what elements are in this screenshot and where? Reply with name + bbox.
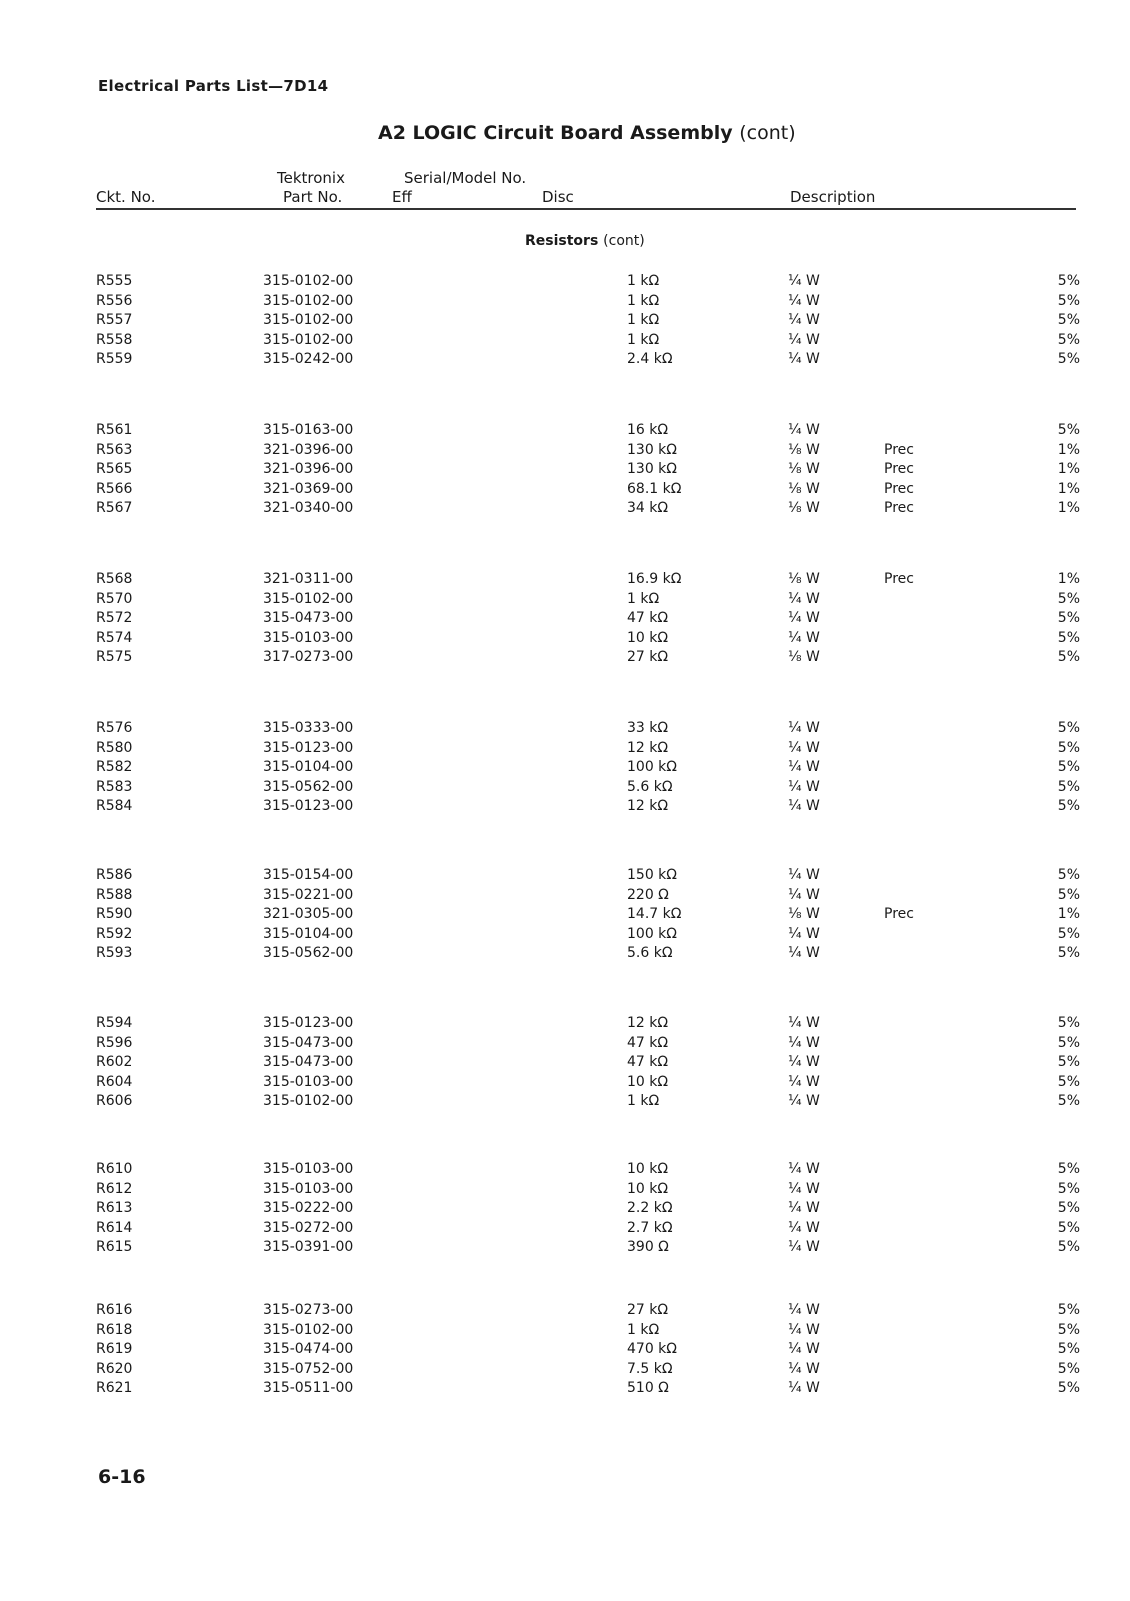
resistance-cell: 510 Ω	[627, 1380, 669, 1396]
tolerance-cell: 5%	[1057, 629, 1080, 646]
header-part-no: Part No.	[283, 188, 343, 206]
ckt-no-cell: R574	[96, 629, 133, 646]
wattage-cell: ¼ W	[788, 590, 820, 607]
wattage-cell: ¼ W	[788, 1219, 820, 1236]
resistance-cell: 47 kΩ	[627, 1034, 669, 1051]
wattage-cell: ¼ W	[788, 1341, 820, 1357]
part-no-cell: 315-0104-00	[263, 759, 354, 775]
resistance-cell: 1 kΩ	[627, 1321, 660, 1338]
part-no-cell: 321-0396-00	[263, 441, 354, 458]
ckt-no-cell: R584	[96, 798, 133, 814]
ckt-no-cell: R593	[96, 945, 133, 961]
part-no-cell: 315-0474-00	[263, 1341, 354, 1357]
header-ckt-no: Ckt. No.	[96, 188, 156, 206]
part-no-cell: 315-0123-00	[263, 1015, 354, 1031]
part-no-cell: 321-0369-00	[263, 480, 354, 497]
ckt-no-cell: R565	[96, 461, 133, 477]
part-no-cell: 321-0305-00	[263, 906, 354, 922]
tolerance-cell: 5%	[1057, 886, 1080, 903]
tolerance-cell: 5%	[1057, 778, 1080, 795]
precision-cell: Prec	[884, 441, 914, 458]
ckt-no-cell: R561	[96, 422, 133, 438]
ckt-no-cell: R620	[96, 1360, 133, 1377]
resistance-cell: 1 kΩ	[627, 273, 660, 289]
ckt-no-cell: R596	[96, 1034, 133, 1051]
part-no-cell: 315-0154-00	[263, 867, 354, 883]
resistance-cell: 100 kΩ	[627, 925, 677, 942]
part-no-cell: 315-0222-00	[263, 1200, 354, 1216]
tolerance-cell: 1%	[1057, 906, 1080, 922]
part-no-cell: 315-0242-00	[263, 351, 354, 367]
tolerance-cell: 5%	[1057, 798, 1080, 814]
part-no-cell: 315-0562-00	[263, 945, 354, 961]
resistance-cell: 68.1 kΩ	[627, 480, 682, 497]
tolerance-cell: 5%	[1057, 759, 1080, 775]
tolerance-cell: 5%	[1057, 351, 1080, 367]
header-tektronix: Tektronix	[277, 169, 345, 187]
ckt-no-cell: R621	[96, 1380, 133, 1396]
ckt-no-cell: R566	[96, 480, 133, 497]
resistance-cell: 12 kΩ	[627, 1015, 669, 1031]
resistance-cell: 150 kΩ	[627, 867, 677, 883]
wattage-cell: ¼ W	[788, 739, 820, 756]
part-no-cell: 315-0102-00	[263, 312, 354, 328]
ckt-no-cell: R556	[96, 292, 133, 309]
ckt-no-cell: R568	[96, 571, 133, 587]
section-title-suffix: (cont)	[739, 122, 796, 144]
resistance-cell: 16 kΩ	[627, 422, 669, 438]
wattage-cell: ¼ W	[788, 798, 820, 814]
wattage-cell: ⅛ W	[788, 500, 820, 516]
wattage-cell: ¼ W	[788, 1200, 820, 1216]
ckt-no-cell: R613	[96, 1200, 133, 1216]
wattage-cell: ¼ W	[788, 1054, 820, 1070]
ckt-no-cell: R602	[96, 1054, 133, 1070]
tolerance-cell: 5%	[1057, 1161, 1080, 1177]
ckt-no-cell: R558	[96, 331, 133, 348]
ckt-no-cell: R610	[96, 1161, 133, 1177]
tolerance-cell: 5%	[1057, 1360, 1080, 1377]
resistance-cell: 390 Ω	[627, 1239, 669, 1255]
resistance-cell: 470 kΩ	[627, 1341, 677, 1357]
ckt-no-cell: R614	[96, 1219, 133, 1236]
part-no-cell: 321-0396-00	[263, 461, 354, 477]
resistance-cell: 47 kΩ	[627, 1054, 669, 1070]
resistance-cell: 100 kΩ	[627, 759, 677, 775]
precision-cell: Prec	[884, 480, 914, 497]
wattage-cell: ⅛ W	[788, 571, 820, 587]
header-description: Description	[790, 188, 876, 206]
resistance-cell: 12 kΩ	[627, 798, 669, 814]
wattage-cell: ¼ W	[788, 351, 820, 367]
resistance-cell: 10 kΩ	[627, 1180, 669, 1197]
part-no-cell: 315-0103-00	[263, 1161, 354, 1177]
wattage-cell: ¼ W	[788, 1321, 820, 1338]
tolerance-cell: 5%	[1057, 1073, 1080, 1090]
header-serial-model: Serial/Model No.	[404, 169, 527, 187]
part-no-cell: 315-0562-00	[263, 778, 354, 795]
ckt-no-cell: R583	[96, 778, 133, 795]
section-title-text: A2 LOGIC Circuit Board Assembly	[378, 122, 733, 144]
tolerance-cell: 5%	[1057, 1093, 1080, 1109]
resistance-cell: 220 Ω	[627, 886, 669, 903]
header-eff: Eff	[392, 188, 412, 206]
part-no-cell: 315-0163-00	[263, 422, 354, 438]
tolerance-cell: 5%	[1057, 720, 1080, 736]
resistance-cell: 16.9 kΩ	[627, 571, 682, 587]
wattage-cell: ¼ W	[788, 1015, 820, 1031]
ckt-no-cell: R590	[96, 906, 133, 922]
tolerance-cell: 5%	[1057, 312, 1080, 328]
tolerance-cell: 5%	[1057, 1380, 1080, 1396]
part-no-cell: 315-0123-00	[263, 739, 354, 756]
tolerance-cell: 5%	[1057, 739, 1080, 756]
ckt-no-cell: R570	[96, 590, 133, 607]
precision-cell: Prec	[884, 500, 914, 516]
resistance-cell: 1 kΩ	[627, 1093, 660, 1109]
page-number: 6-16	[98, 1466, 146, 1488]
header-rule	[96, 208, 1076, 210]
ckt-no-cell: R606	[96, 1093, 133, 1109]
wattage-cell: ¼ W	[788, 945, 820, 961]
resistance-cell: 2.4 kΩ	[627, 351, 673, 367]
ckt-no-cell: R592	[96, 925, 133, 942]
ckt-no-cell: R563	[96, 441, 133, 458]
part-no-cell: 315-0102-00	[263, 1321, 354, 1338]
part-no-cell: 321-0340-00	[263, 500, 354, 516]
resistance-cell: 1 kΩ	[627, 312, 660, 328]
wattage-cell: ⅛ W	[788, 906, 820, 922]
tolerance-cell: 5%	[1057, 422, 1080, 438]
part-no-cell: 315-0273-00	[263, 1302, 354, 1318]
part-no-cell: 315-0104-00	[263, 925, 354, 942]
ckt-no-cell: R575	[96, 649, 133, 665]
tolerance-cell: 5%	[1057, 1054, 1080, 1070]
ckt-no-cell: R588	[96, 886, 133, 903]
subheading-label: Resistors	[525, 233, 599, 249]
resistance-cell: 1 kΩ	[627, 331, 660, 348]
wattage-cell: ¼ W	[788, 422, 820, 438]
part-no-cell: 315-0333-00	[263, 720, 354, 736]
wattage-cell: ⅛ W	[788, 649, 820, 665]
tolerance-cell: 5%	[1057, 590, 1080, 607]
tolerance-cell: 1%	[1057, 461, 1080, 477]
wattage-cell: ¼ W	[788, 1239, 820, 1255]
wattage-cell: ¼ W	[788, 1073, 820, 1090]
resistance-cell: 2.2 kΩ	[627, 1200, 673, 1216]
resistance-cell: 2.7 kΩ	[627, 1219, 673, 1236]
resistance-cell: 12 kΩ	[627, 739, 669, 756]
resistance-cell: 34 kΩ	[627, 500, 669, 516]
part-no-cell: 315-0102-00	[263, 590, 354, 607]
tolerance-cell: 1%	[1057, 441, 1080, 458]
part-no-cell: 321-0311-00	[263, 571, 354, 587]
ckt-no-cell: R567	[96, 500, 133, 516]
tolerance-cell: 5%	[1057, 867, 1080, 883]
ckt-no-cell: R582	[96, 759, 133, 775]
ckt-no-cell: R555	[96, 273, 133, 289]
tolerance-cell: 5%	[1057, 1239, 1080, 1255]
tolerance-cell: 5%	[1057, 1180, 1080, 1197]
ckt-no-cell: R604	[96, 1073, 133, 1090]
wattage-cell: ⅛ W	[788, 461, 820, 477]
wattage-cell: ¼ W	[788, 1180, 820, 1197]
precision-cell: Prec	[884, 461, 914, 477]
subheading	[525, 233, 645, 249]
part-no-cell: 315-0752-00	[263, 1360, 354, 1377]
tolerance-cell: 5%	[1057, 1219, 1080, 1236]
part-no-cell: 315-0473-00	[263, 610, 354, 626]
resistance-cell: 10 kΩ	[627, 1073, 669, 1090]
tolerance-cell: 5%	[1057, 1015, 1080, 1031]
tolerance-cell: 5%	[1057, 610, 1080, 626]
tolerance-cell: 5%	[1057, 1321, 1080, 1338]
part-no-cell: 315-0102-00	[263, 292, 354, 309]
wattage-cell: ¼ W	[788, 331, 820, 348]
wattage-cell: ¼ W	[788, 759, 820, 775]
precision-cell: Prec	[884, 571, 914, 587]
wattage-cell: ⅛ W	[788, 441, 820, 458]
resistance-cell: 5.6 kΩ	[627, 778, 673, 795]
tolerance-cell: 1%	[1057, 571, 1080, 587]
ckt-no-cell: R618	[96, 1321, 133, 1338]
wattage-cell: ¼ W	[788, 1302, 820, 1318]
tolerance-cell: 5%	[1057, 649, 1080, 665]
resistance-cell: 47 kΩ	[627, 610, 669, 626]
tolerance-cell: 5%	[1057, 331, 1080, 348]
part-no-cell: 315-0221-00	[263, 886, 354, 903]
ckt-no-cell: R576	[96, 720, 133, 736]
wattage-cell: ⅛ W	[788, 480, 820, 497]
resistance-cell: 1 kΩ	[627, 292, 660, 309]
ckt-no-cell: R580	[96, 739, 133, 756]
resistance-cell: 130 kΩ	[627, 461, 677, 477]
tolerance-cell: 5%	[1057, 945, 1080, 961]
wattage-cell: ¼ W	[788, 778, 820, 795]
tolerance-cell: 5%	[1057, 1341, 1080, 1357]
ckt-no-cell: R572	[96, 610, 133, 626]
running-head: Electrical Parts List—7D14	[98, 77, 329, 95]
wattage-cell: ¼ W	[788, 610, 820, 626]
resistance-cell: 27 kΩ	[627, 649, 669, 665]
precision-cell: Prec	[884, 906, 914, 922]
part-no-cell: 315-0103-00	[263, 629, 354, 646]
part-no-cell: 315-0511-00	[263, 1380, 354, 1396]
wattage-cell: ¼ W	[788, 1034, 820, 1051]
tolerance-cell: 5%	[1057, 292, 1080, 309]
ckt-no-cell: R612	[96, 1180, 133, 1197]
part-no-cell: 315-0123-00	[263, 798, 354, 814]
wattage-cell: ¼ W	[788, 867, 820, 883]
resistance-cell: 14.7 kΩ	[627, 906, 682, 922]
part-no-cell: 315-0103-00	[263, 1180, 354, 1197]
resistance-cell: 5.6 kΩ	[627, 945, 673, 961]
wattage-cell: ¼ W	[788, 1093, 820, 1109]
wattage-cell: ¼ W	[788, 720, 820, 736]
tolerance-cell: 5%	[1057, 1302, 1080, 1318]
part-no-cell: 315-0272-00	[263, 1219, 354, 1236]
wattage-cell: ¼ W	[788, 273, 820, 289]
tolerance-cell: 1%	[1057, 480, 1080, 497]
ckt-no-cell: R616	[96, 1302, 133, 1318]
part-no-cell: 315-0102-00	[263, 273, 354, 289]
ckt-no-cell: R594	[96, 1015, 133, 1031]
wattage-cell: ¼ W	[788, 925, 820, 942]
resistance-cell: 1 kΩ	[627, 590, 660, 607]
resistance-cell: 10 kΩ	[627, 1161, 669, 1177]
wattage-cell: ¼ W	[788, 1380, 820, 1396]
resistance-cell: 7.5 kΩ	[627, 1360, 673, 1377]
ckt-no-cell: R586	[96, 867, 133, 883]
tolerance-cell: 1%	[1057, 500, 1080, 516]
part-no-cell: 315-0391-00	[263, 1239, 354, 1255]
section-title	[378, 122, 796, 144]
wattage-cell: ¼ W	[788, 1360, 820, 1377]
part-no-cell: 315-0473-00	[263, 1054, 354, 1070]
subheading-suffix: (cont)	[603, 233, 645, 249]
wattage-cell: ¼ W	[788, 292, 820, 309]
header-disc: Disc	[542, 188, 574, 206]
ckt-no-cell: R615	[96, 1239, 133, 1255]
tolerance-cell: 5%	[1057, 273, 1080, 289]
part-no-cell: 315-0102-00	[263, 1093, 354, 1109]
part-no-cell: 315-0473-00	[263, 1034, 354, 1051]
part-no-cell: 315-0102-00	[263, 331, 354, 348]
part-no-cell: 317-0273-00	[263, 649, 354, 665]
wattage-cell: ¼ W	[788, 312, 820, 328]
resistance-cell: 27 kΩ	[627, 1302, 669, 1318]
resistance-cell: 130 kΩ	[627, 441, 677, 458]
part-no-cell: 315-0103-00	[263, 1073, 354, 1090]
tolerance-cell: 5%	[1057, 1200, 1080, 1216]
wattage-cell: ¼ W	[788, 629, 820, 646]
tolerance-cell: 5%	[1057, 1034, 1080, 1051]
wattage-cell: ¼ W	[788, 886, 820, 903]
ckt-no-cell: R619	[96, 1341, 133, 1357]
resistance-cell: 10 kΩ	[627, 629, 669, 646]
tolerance-cell: 5%	[1057, 925, 1080, 942]
ckt-no-cell: R557	[96, 312, 133, 328]
ckt-no-cell: R559	[96, 351, 133, 367]
resistance-cell: 33 kΩ	[627, 720, 669, 736]
wattage-cell: ¼ W	[788, 1161, 820, 1177]
